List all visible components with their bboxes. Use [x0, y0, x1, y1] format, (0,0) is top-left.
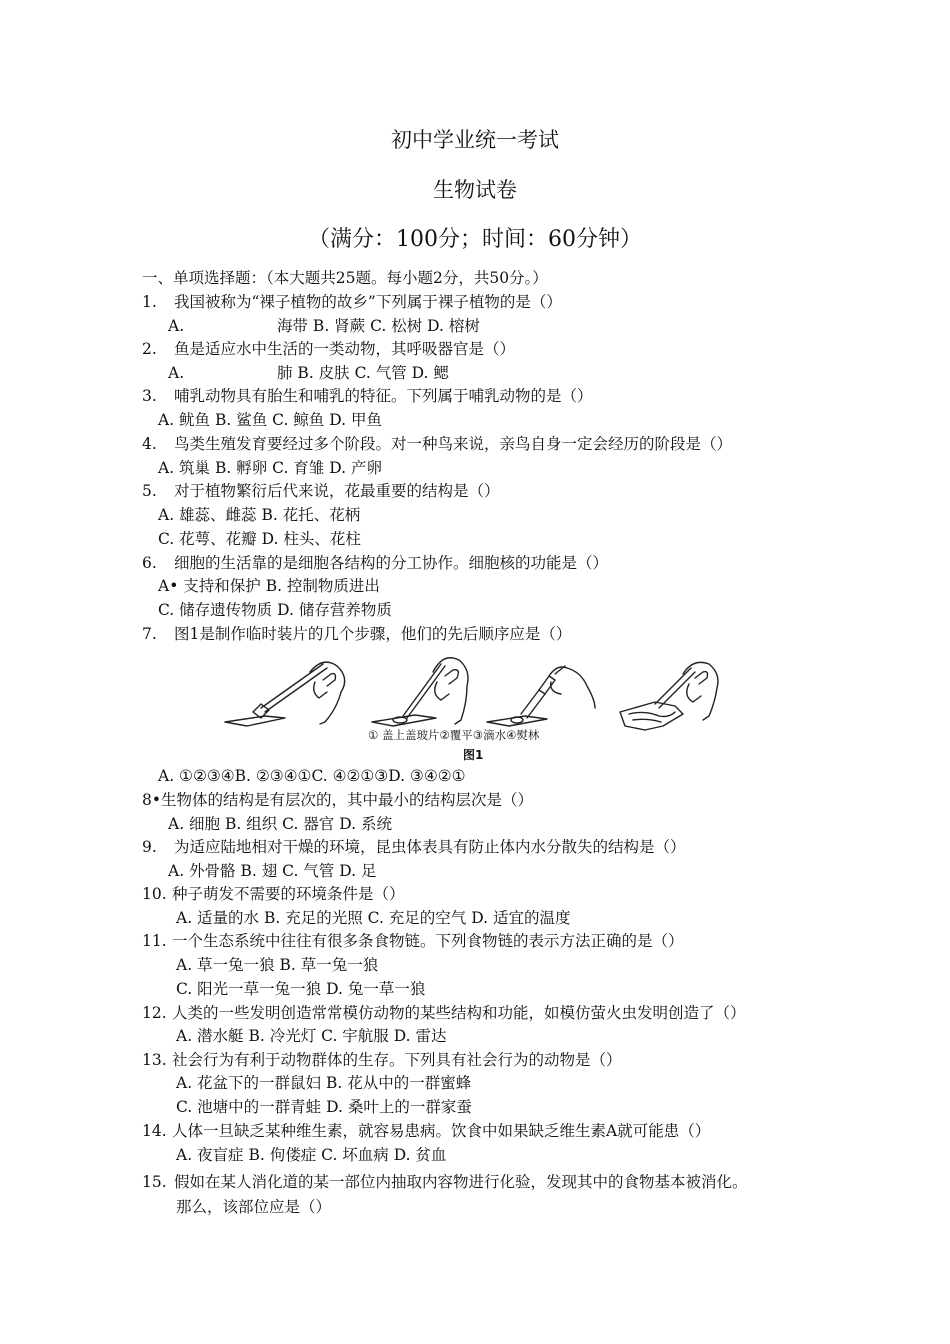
question-options: C. 阳光一草一兔一狼 D. 兔一草一狼 [176, 980, 426, 998]
step-drop-water-drawing [487, 666, 595, 726]
question-stem: 14. 人体一旦缺乏某种维生素，就容易患病。饮食中如果缺乏维生素A就可能患（） [142, 1122, 711, 1140]
question-options: A. 夜盲症 B. 佝偻症 C. 坏血病 D. 贫血 [176, 1146, 447, 1164]
figure-label: 图1 [463, 748, 484, 762]
question-options: C. 花萼、花瓣 D. 柱头、花柱 [158, 530, 361, 548]
step-cover-slip-drawing [225, 662, 345, 726]
question-options: A. 细胞 B. 组织 C. 器官 D. 系统 [168, 815, 392, 833]
question-options: A. 海带 B. 肾蕨 C. 松树 D. 榕树 [168, 317, 480, 335]
exam-subject: 生物试卷 [433, 178, 517, 202]
question-options: A. 鱿鱼 B. 鲨鱼 C. 鲸鱼 D. 甲鱼 [158, 411, 382, 429]
question-stem: 4. 鸟类生殖发育要经过多个阶段。对一种鸟来说，亲鸟自身一定会经历的阶段是（） [142, 435, 733, 453]
question-stem: 15. 假如在某人消化道的某一部位内抽取内容物进行化验，发现其中的食物基本被消化。 [142, 1173, 748, 1191]
question-options: A. 筑巢 B. 孵卵 C. 育雏 D. 产卵 [158, 459, 382, 477]
question-stem: 6. 细胞的生活靠的是细胞各结构的分工协作。细胞核的功能是（） [142, 554, 609, 572]
question-stem: 12. 人类的一些发明创造常常模仿动物的某些结构和功能，如模仿萤火虫发明创造了（） [142, 1004, 746, 1022]
question-options: A. 草一兔一狼 B. 草一兔一狼 [176, 956, 379, 974]
question-stem: 13. 社会行为有利于动物群体的生存。下列具有社会行为的动物是（） [142, 1051, 622, 1069]
exam-title: 初中学业统一考试 [391, 128, 559, 152]
exam-meta: （满分：100分；时间：60分钟） [308, 227, 642, 252]
question-options: A. ①②③④B. ②③④①C. ④②①③D. ③④②① [158, 767, 466, 785]
question-stem: 2. 鱼是适应水中生活的一类动物，其呼吸器官是（） [142, 340, 516, 358]
question-stem: 7. 图1是制作临时装片的几个步骤，他们的先后顺序应是（） [142, 625, 572, 643]
question-stem: 5. 对于植物繁衍后代来说，花最重要的结构是（） [142, 482, 500, 500]
question-stem: 8•生物体的结构是有层次的，其中最小的结构层次是（） [142, 791, 534, 809]
question-options: A• 支持和保护 B. 控制物质进出 [158, 577, 380, 595]
question-stem-continued: 那么，该部位应是（） [176, 1198, 332, 1216]
question-options: C. 储存遗传物质 D. 储存营养物质 [158, 601, 392, 619]
question-options: A. 适量的水 B. 充足的光照 C. 充足的空气 D. 适宜的温度 [176, 909, 571, 927]
section-heading: 一、单项选择题：（本大题共25题。每小题2分，共50分。） [142, 269, 548, 287]
question-options: A. 外骨骼 B. 翅 C. 气管 D. 足 [168, 862, 377, 880]
step-flatten-drawing [372, 658, 468, 726]
question-options: A. 花盆下的一群鼠妇 B. 花从中的一群蜜蜂 [176, 1074, 472, 1092]
question-options: A. 雄蕊、雌蕊 B. 花托、花柄 [158, 506, 361, 524]
question-stem: 1. 我国被称为“裸子植物的故乡”下列属于裸子植物的是（） [142, 293, 562, 311]
question-stem: 9. 为适应陆地相对干燥的环境，昆虫体表具有防止体内水分散失的结构是（） [142, 838, 686, 856]
question-options: A. 肺 B. 皮肤 C. 气管 D. 鳃 [168, 364, 449, 382]
question-stem: 11. 一个生态系统中往往有很多条食物链。下列食物链的表示方法正确的是（） [142, 932, 684, 950]
figure-caption: ① 盖上盖玻片②覆平③滴水④熨林 [368, 728, 540, 742]
question-options: C. 池塘中的一群青蛙 D. 桑叶上的一群家蚕 [176, 1098, 472, 1116]
step-lay-tissue-drawing [620, 662, 718, 730]
question-stem: 10. 种子萌发不需要的环境条件是（） [142, 885, 405, 903]
question-stem: 3. 哺乳动物具有胎生和哺乳的特征。下列属于哺乳动物的是（） [142, 387, 593, 405]
question-options: A. 潜水艇 B. 冷光灯 C. 宇航服 D. 雷达 [176, 1027, 447, 1045]
